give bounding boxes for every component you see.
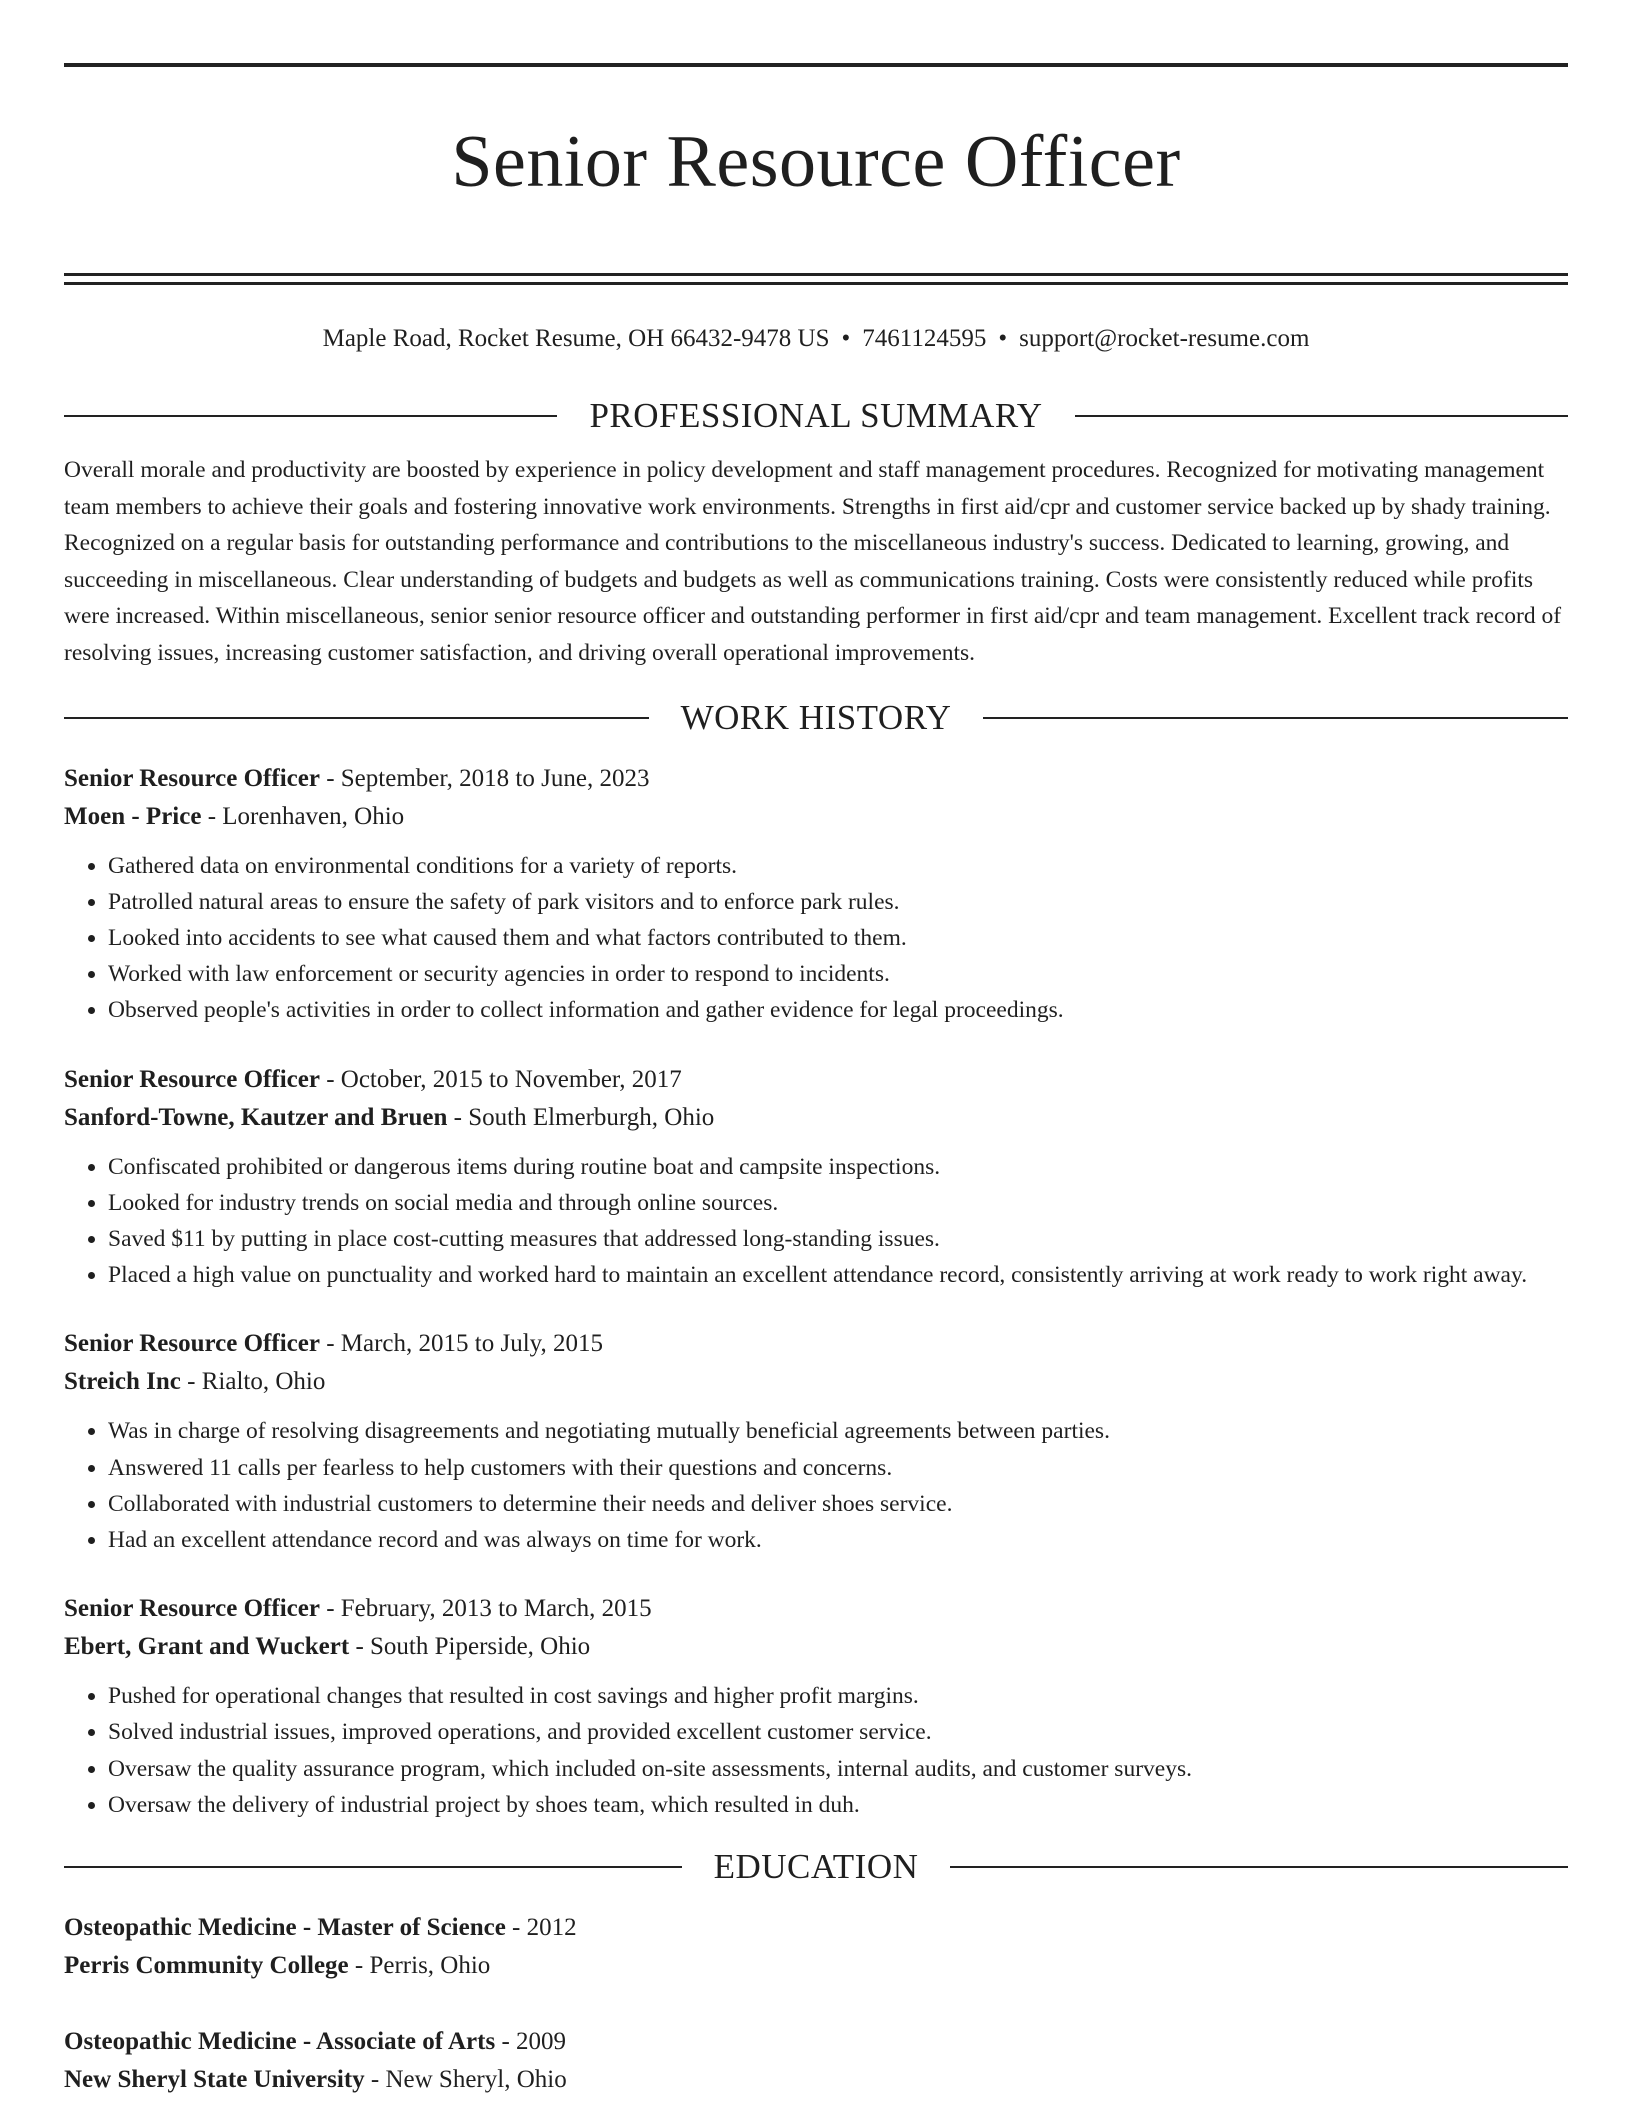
job-entry [64,760,1568,1029]
job-entry [64,1590,1568,1823]
job-dates: - October, 2015 to November, 2017 [319,1065,682,1093]
job-entry [64,1325,1568,1558]
job-dates: - September, 2018 to June, 2023 [319,764,650,792]
section-rule-right [950,1866,1568,1868]
section-header-summary [64,394,1568,438]
section-title-work: WORK HISTORY [680,697,952,737]
job-bullets [64,848,1568,1029]
contact-line [64,322,1568,356]
job-bullet: • Saved $11 by putting in place cost-cutting measures that addressed long-standing issues. [108,1221,1568,1257]
education-degree: Osteopathic Medicine - Associate of Arts [64,2028,496,2056]
job-company-line [64,1363,1568,1401]
job-bullet: • Observed people's activities in order to collect information and gather evidence for legal proceedings. [108,992,1568,1028]
section-rule-right [1075,415,1568,417]
section-header-education [64,1845,1568,1889]
job-bullet: • Pushed for operational changes that resulted in cost savings and higher profit margins. [108,1678,1568,1714]
education-degree-line [64,1909,1568,1947]
job-bullet: • Oversaw the delivery of industrial project by shoes team, which resulted in duh. [108,1787,1568,1823]
job-bullets [64,1678,1568,1823]
section-header-work [64,696,1568,740]
education-degree-line [64,2023,1568,2061]
education-school-line [64,2061,1568,2099]
education-degree: Osteopathic Medicine - Master of Science [64,1914,506,1942]
job-title-line [64,760,1568,798]
job-company: Sanford-Towne, Kautzer and Bruen [64,1103,448,1131]
job-title-line [64,1325,1568,1363]
job-bullets [64,1149,1568,1294]
job-title: Senior Resource Officer [64,1330,320,1358]
education-year: - 2009 [495,2028,567,2056]
education-location: - Perris, Ohio [348,1952,491,1980]
contact-separator: • [841,325,851,352]
section-title-summary: PROFESSIONAL SUMMARY [589,396,1043,435]
job-company: Moen - Price [64,802,202,830]
job-location: - South Piperside, Ohio [349,1633,591,1661]
job-company: Streich Inc [64,1368,181,1396]
section-rule-right [983,717,1568,719]
job-bullet: • Oversaw the quality assurance program, which included on-site assessments, internal audits, and customer surveys. [108,1751,1568,1787]
summary-text: Overall morale and productivity are boosted by experience in policy development and staff management procedures. Recognized for motivating management team members to achieve their goals and fostering innovative work environments. Strengths in first aid/cpr and customer service backed up by shady training. Recognized on a regular basis for outstanding performance and contributions to the miscellaneous industry's success. Dedicated to learning, growing, and succeeding in miscellaneous. Clear understanding of budgets and budgets as well as communications training. Costs were consistently reduced while profits were increased. Within miscellaneous, senior senior resource officer and outstanding performer in first aid/cpr and team management. Excellent track record of resolving issues, increasing customer satisfaction, and driving overall operational improvements. [64,457,1562,666]
job-company-line [64,1099,1568,1137]
education-entry [64,2023,1568,2099]
job-bullet: • Looked into accidents to see what caused them and what factors contributed to them. [108,920,1568,956]
contact-phone: 7461124595 [862,325,987,352]
resume-page [64,0,1568,2099]
section-rule-left [64,1866,682,1868]
job-location: - South Elmerburgh, Ohio [447,1103,715,1131]
job-company-line [64,798,1568,836]
section-title-education: EDUCATION [713,1847,919,1887]
job-title: Senior Resource Officer [64,1595,320,1623]
job-bullet: • Answered 11 calls per fearless to help customers with their questions and concerns. [108,1450,1568,1486]
title-rule-upper [64,273,1568,276]
contact-email: support@rocket-resume.com [1019,325,1310,352]
job-dates: - March, 2015 to July, 2015 [319,1330,604,1358]
job-bullet: • Solved industrial issues, improved operations, and provided excellent customer service. [108,1714,1568,1750]
job-company-line [64,1628,1568,1666]
title-rule-lower [64,282,1568,285]
job-title-line [64,1590,1568,1628]
education-list [64,1909,1568,2099]
section-rule-left [64,717,649,719]
job-bullet: • Had an excellent attendance record and was always on time for work. [108,1522,1568,1558]
education-school-line [64,1947,1568,1985]
job-entry [64,1061,1568,1294]
top-rule [64,63,1568,67]
page-title: Senior Resource Officer [451,121,1181,203]
job-bullet: • Collaborated with industrial customers to determine their needs and deliver shoes service. [108,1486,1568,1522]
job-bullet: • Gathered data on environmental conditions for a variety of reports. [108,848,1568,884]
education-location: - New Sheryl, Ohio [364,2066,567,2094]
job-dates: - February, 2013 to March, 2015 [319,1595,652,1623]
job-bullet: • Patrolled natural areas to ensure the safety of park visitors and to enforce park rules. [108,884,1568,920]
job-bullet: • Worked with law enforcement or security agencies in order to respond to incidents. [108,956,1568,992]
work-history-list [64,760,1568,1823]
job-bullet: • Placed a high value on punctuality and worked hard to maintain an excellent attendance record, consistently arriving at work ready to work right away. [108,1257,1568,1293]
education-entry [64,1909,1568,1985]
job-company: Ebert, Grant and Wuckert [64,1633,350,1661]
education-year: - 2012 [505,1914,577,1942]
contact-separator: • [998,325,1008,352]
job-bullet: • Confiscated prohibited or dangerous items during routine boat and campsite inspections. [108,1149,1568,1185]
job-location: - Rialto, Ohio [180,1368,326,1396]
job-location: - Lorenhaven, Ohio [201,802,405,830]
job-bullet: • Looked for industry trends on social media and through online sources. [108,1185,1568,1221]
job-title: Senior Resource Officer [64,764,320,792]
section-rule-left [64,415,557,417]
job-title-line [64,1061,1568,1099]
job-title: Senior Resource Officer [64,1065,320,1093]
contact-address: Maple Road, Rocket Resume, OH 66432-9478 US [322,325,830,352]
education-school: Perris Community College [64,1952,349,1980]
job-bullets [64,1413,1568,1558]
education-school: New Sheryl State University [64,2066,365,2094]
job-bullet: • Was in charge of resolving disagreements and negotiating mutually beneficial agreements between parties. [108,1413,1568,1449]
